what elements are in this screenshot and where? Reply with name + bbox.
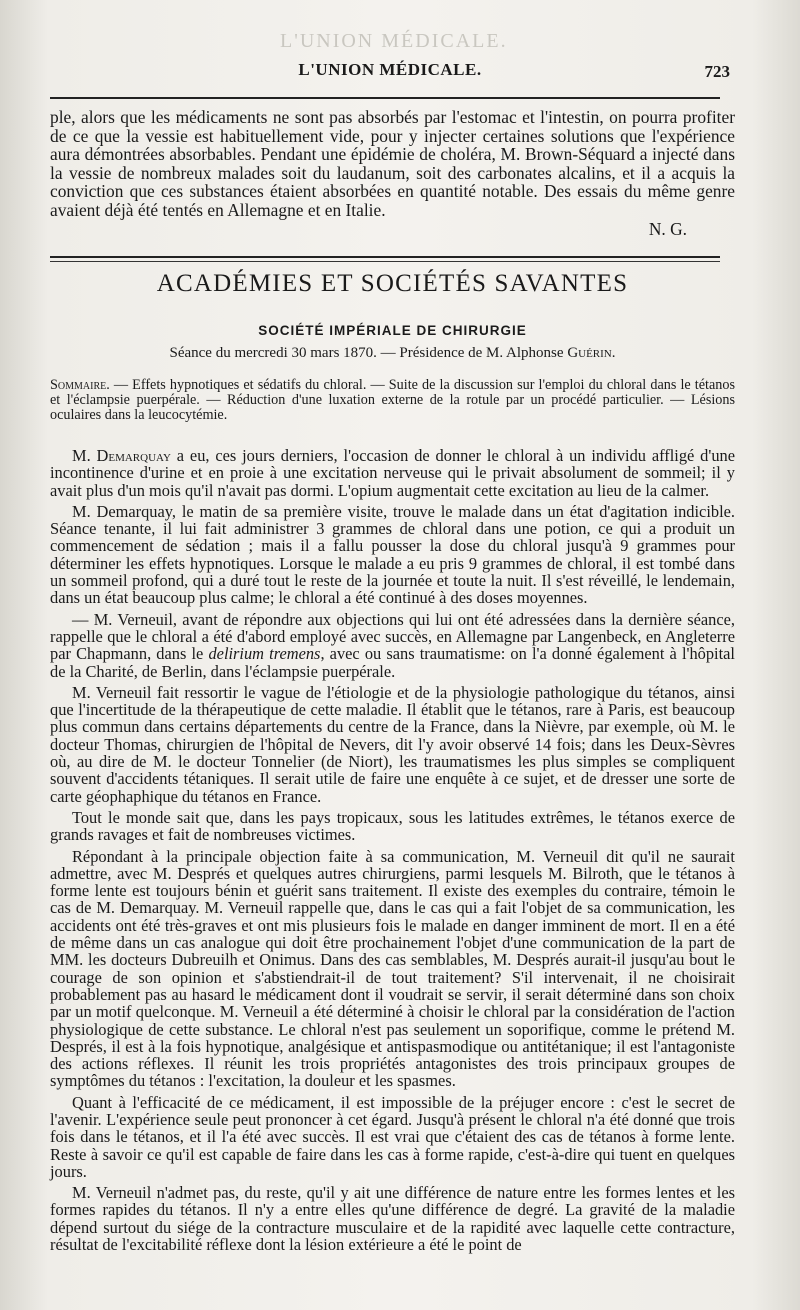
summary — [50, 378, 735, 424]
signature: N. G. — [648, 218, 687, 239]
top-article — [50, 108, 735, 238]
paragraph-4: M. Verneuil fait ressortir le vague de l'étiologie et de la physiologie pathologique du tétanos, ainsi que l'incertitude de la thérapeutique de cette maladie. Il établit que le tétanos, rare à Paris, est beaucoup plus commun dans certains départements du centre de la France, dans la Nièvre, par exemple, où M. le docteur Thomas, chirurgien de l'hôpital de Nevers, dit l'y avoir observé 14 fois; dans les Deux-Sèvres où, au dire de M. le docteur Tonnelier (de Niort), les traumatismes les plus simples se compliquent souvent d'accidents tétaniques. Il serait utile de faire une enquête à ce sujet, et de dresser une sorte de carte géophaphique du tétanos en France. — [50, 682, 735, 806]
section-title: ACADÉMIES ET SOCIÉTÉS SAVANTES — [156, 270, 629, 297]
bleed-through-text: L'UNION MÉDICALE. — [280, 30, 508, 52]
paragraph-text: a eu, ces jours derniers, l'occasion de donner le chloral à un individu affligé d'une incontinence d'urine et en proie à une excitation nerveuse qui le privait absolument de sommeil; il y avait plus d'un mois qu'il n'avait pas dormi. L'opium augmentait cette excitation au lieu de la calmer. — [50, 446, 735, 500]
paragraph-text: , avec ou sans traumatisme: on l'a donné également à l'hôpital de la Charité, de Berlin, dans l'éclampsie puerpérale. — [50, 644, 735, 681]
paragraph-8: M. Verneuil n'admet pas, du reste, qu'il y ait une différence de nature entre les formes lentes et les formes rapides du tétanos. Il n'y a entre elles qu'une différence de degré. La gravité de la maladie dépend surtout du siége de la contracture musculaire et de la rapidité avec laquelle cette contracture, résultat de l'excitabilité réflexe dont la lésion extérieure a été le point de — [50, 1183, 735, 1255]
paragraph-5: Tout le monde sait que, dans les pays tropicaux, sous les latitudes extrêmes, le tétanos exerce de grands ravages et fait de nombreuses victimes. — [50, 807, 735, 845]
paragraph-text: — M. Verneuil, avant de répondre aux objections qui lui ont été adressées dans la dernière séance, rappelle que le chloral a été d'abord employé avec succès, en Allemagne par Langenbeck, en Angleterre par Chapmann, dans le — [50, 609, 735, 664]
running-head: L'UNION MÉDICALE. — [298, 60, 482, 79]
summary-text: — Effets hypnotiques et sédatifs du chloral. — Suite de la discussion sur l'emploi du chloral dans le tétanos et l'éclampsie puerpérale. — Réduction d'une luxation externe de la rotule par un procédé particulier. — Lésions oculaires dans la leucocytémie. — [50, 377, 735, 424]
paragraph-1 — [50, 447, 735, 499]
paragraph-3 — [50, 611, 735, 680]
header-rule — [50, 97, 720, 99]
section-rule-bottom — [50, 261, 720, 262]
session-prefix: Séance du mercredi 30 mars 1870. — Présidence de M. Alphonse — [169, 345, 568, 361]
session-suffix: . — [611, 345, 616, 361]
session-line — [50, 345, 735, 362]
paragraph-6: Répondant à la principale objection faite à sa communication, M. Verneuil dit qu'il ne saurait admettre, avec M. Després et quelques autres chirurgiens, parmi lesquels M. Bilroth, que le tétanos à forme lente est toujours bénin et guérit sans traitement. Il existe des exemples du contraire, témoin le cas de M. Demarquay. M. Verneuil rappelle que, dans le cas qui a fait l'objet de sa communication, les accidents ont été très-graves et ont mis plusieurs fois le malade en danger imminent de mort. Il en a été de même dans un cas analogue qui doit être prochainement l'objet d'une communication de la part de MM. les docteurs Dubreuilh et Onimus. Dans des cas semblables, M. Després aurait-il jusqu'au bout le courage de son opinion et s'abstiendrait-il de tout traitement? S'il intervenait, il ne choisirait probablement pas au hasard le médicament dont il voudrait se servir, il serait déterminé dans son choix par un motif quelconque. M. Verneuil a été déterminé à choisir le chloral par la considération de l'action physiologique de cette substance. Le chloral n'est pas seulement un soporifique, comme le prétend M. Després, il est à la fois hypnotique, analgésique et antispasmodique ou antitétanique; il est l'antagoniste des actions réflexes. Il réunit les trois propriétés antagonistes des trois principaux groupes de symptômes du tétanos : l'excitation, la douleur et les spasmes. — [50, 846, 735, 1091]
summary-label: Sommaire. — [50, 377, 110, 393]
society-title: SOCIÉTÉ IMPÉRIALE DE CHIRURGIE — [258, 323, 527, 338]
page-number: 723 — [704, 62, 730, 81]
section-rule-top — [50, 256, 720, 258]
paragraph-7: Quant à l'efficacité de ce médicament, il est impossible de la préjuger encore : c'est le secret de l'avenir. L'expérience seule peut prononcer à cet égard. Jusqu'à présent le chloral n'a été donné que trois fois dans le tétanos, et il l'a été avec succès. Il est vrai que c'étaient des cas de tétanos à forme lente. Reste à savoir ce qu'il est capable de faire dans les cas à forme rapide, c'est-à-dire qui tuent en quelques jours. — [50, 1092, 735, 1181]
top-paragraph: ple, alors que les médicaments ne sont pas absorbés par l'estomac et l'intestin, on pourra profiter de ce que la vessie est habituellement vide, pour y injecter certaines solutions que l'expérience aura démontrées absorbables. Pendant une épidémie de choléra, M. Brown-Séquard a injecté dans la vessie de nombreux malades soit du laudanum, soit des carbonates alcalins, et il a acquis la conviction que ces substances étaient absorbées en quantité notable. Des essais du même genre avaient déjà été tentés en Allemagne et en Italie. — [50, 107, 735, 220]
paragraph-2: M. Demarquay, le matin de sa première visite, trouve le malade dans un état d'agitation indicible. Séance tenante, il lui fait administrer 3 grammes de chloral dans une potion, ce qui a produit un commencement de sédation ; mais il a fallu pousser la dose du chloral jusqu'à 9 grammes pour déterminer les effets hypnotiques. Lorsque le malade a eu pris 9 grammes de chloral, il est tombé dans un sommeil profond, qui a duré tout le reste de la journée et toute la nuit. Il s'est réveillé, le lendemain, dans un état beaucoup plus calme; le chloral a été continué à des doses moyennes. — [50, 501, 735, 608]
paragraph-italic: delirium tremens — [208, 644, 321, 664]
paragraph-lead: M. Demarquay — [72, 446, 171, 465]
article-body — [50, 447, 735, 1253]
page-header — [50, 60, 730, 88]
session-president: Guérin — [567, 345, 612, 361]
